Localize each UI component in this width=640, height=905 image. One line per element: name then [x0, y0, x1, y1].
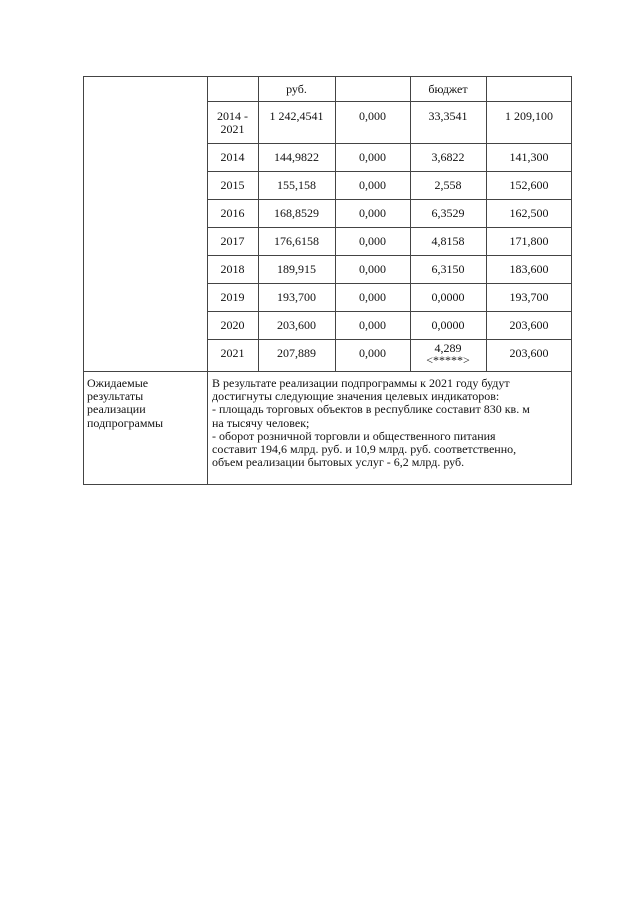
other-cell: 183,600 [509, 262, 549, 276]
other-cell: 152,600 [509, 178, 549, 192]
federal-cell: 0,000 [359, 234, 386, 248]
results-divider [83, 371, 572, 372]
federal-cell: 0,000 [359, 109, 386, 123]
other-cell: 171,800 [509, 234, 549, 248]
year-cell: 2018 [220, 262, 245, 276]
other-cell: 203,600 [509, 346, 549, 360]
budget-cell: 4,289 <*****> [426, 341, 470, 367]
budget-cell: 4,8158 [431, 234, 465, 248]
budget-cell: 2,558 [434, 178, 462, 192]
results-label: Ожидаемые результаты реализации подпрограммы [87, 376, 164, 430]
federal-cell: 0,000 [359, 318, 386, 332]
row-divider [207, 227, 572, 228]
row-divider [207, 311, 572, 312]
total-cell: 193,700 [277, 290, 316, 304]
budget-cell: 33,3541 [428, 109, 468, 123]
row-divider [207, 283, 572, 284]
total-cell: 144,9822 [274, 150, 319, 164]
budget-cell: 0,0000 [431, 318, 465, 332]
other-cell: 203,600 [509, 318, 549, 332]
year-cell: 2017 [220, 234, 245, 248]
year-cell: 2014 [220, 150, 245, 164]
row-divider [207, 339, 572, 340]
total-cell: 203,600 [277, 318, 316, 332]
year-cell: 2019 [220, 290, 245, 304]
total-cell: 1 242,4541 [269, 109, 324, 123]
federal-cell: 0,000 [359, 206, 386, 220]
federal-cell: 0,000 [359, 150, 386, 164]
other-cell: 1 209,100 [505, 109, 553, 123]
budget-cell: 0,0000 [431, 290, 465, 304]
row-divider [207, 255, 572, 256]
budget-cell: 6,3150 [431, 262, 465, 276]
year-cell: 2014 - 2021 [217, 109, 248, 136]
other-cell: 162,500 [509, 206, 549, 220]
header-cell: руб. [286, 82, 307, 96]
other-cell: 193,700 [509, 290, 549, 304]
year-cell: 2021 [220, 346, 245, 360]
results-text: В результате реализации подпрограммы к 2021 году будут достигнуты следующие значения целевых индикаторов: - площадь торговых объектов в республике составит 830 кв. м на тысячу человек; - оборот розничной торговли и общественного питания составит 194,6 млрд. руб. и 10,9 млрд. руб. соответственно, объем реализации бытовых услуг - 6,2 млрд. руб. [212, 376, 530, 470]
budget-cell: 3,6822 [431, 150, 465, 164]
budget-cell: 6,3529 [431, 206, 465, 220]
year-cell: 2020 [220, 318, 245, 332]
year-cell: 2016 [220, 206, 245, 220]
total-cell: 155,158 [277, 178, 316, 192]
other-cell: 141,300 [509, 150, 549, 164]
funding-table [83, 76, 572, 485]
federal-cell: 0,000 [359, 178, 386, 192]
year-cell: 2015 [220, 178, 245, 192]
total-cell: 176,6158 [274, 234, 319, 248]
federal-cell: 0,000 [359, 262, 386, 276]
header-cell: бюджет [428, 82, 468, 96]
federal-cell: 0,000 [359, 346, 386, 360]
total-cell: 189,915 [277, 262, 316, 276]
total-cell: 168,8529 [274, 206, 319, 220]
row-divider [207, 101, 572, 102]
col-divider [207, 76, 208, 485]
row-divider [207, 143, 572, 144]
total-cell: 207,889 [277, 346, 316, 360]
row-divider [207, 171, 572, 172]
federal-cell: 0,000 [359, 290, 386, 304]
row-divider [207, 199, 572, 200]
